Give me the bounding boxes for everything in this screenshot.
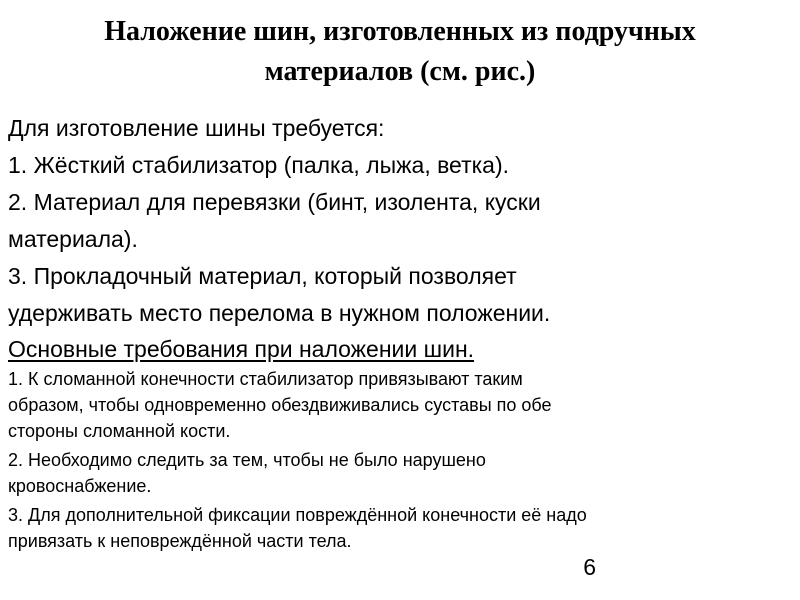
- requirement-2-line-2: кровоснабжение.: [8, 476, 152, 496]
- intro-lead: Для изготовление шины требуется:: [8, 115, 385, 141]
- requirement-1-line-2: образом, чтобы одновременно обездвиживались суставы по обе: [8, 395, 552, 415]
- page-number: 6: [583, 554, 596, 580]
- intro-item-2-line-2: материала).: [8, 226, 138, 252]
- intro-item-2-line-1: 2. Материал для перевязки (бинт, изолента, куски: [8, 189, 541, 215]
- slide-title: [10, 12, 790, 92]
- requirement-2: [8, 447, 793, 499]
- requirement-3-line-1: 3. Для дополнительной фиксации повреждённой конечности её надо: [8, 505, 587, 525]
- slide-body: [8, 110, 793, 557]
- intro-item-3-line-2: удерживать место перелома в нужном положении.: [8, 300, 551, 326]
- title-line-2: материалов (см. рис.): [264, 56, 536, 87]
- requirement-3: [8, 502, 793, 554]
- requirement-1: [8, 366, 793, 444]
- requirements-heading: Основные требования при наложении шин.: [8, 336, 475, 362]
- requirement-2-line-1: 2. Необходимо следить за тем, чтобы не было нарушено: [8, 450, 486, 470]
- intro-item-1: 1. Жёсткий стабилизатор (палка, лыжа, ветка).: [8, 152, 510, 178]
- title-line-1: Наложение шин, изготовленных из подручных: [104, 16, 696, 47]
- intro-item-3-line-1: 3. Прокладочный материал, который позволяет: [8, 263, 517, 289]
- requirement-1-line-1: 1. К сломанной конечности стабилизатор привязывают таким: [8, 369, 523, 389]
- requirement-1-line-3: стороны сломанной кости.: [8, 421, 231, 441]
- requirement-3-line-2: привязать к неповреждённой части тела.: [8, 531, 352, 551]
